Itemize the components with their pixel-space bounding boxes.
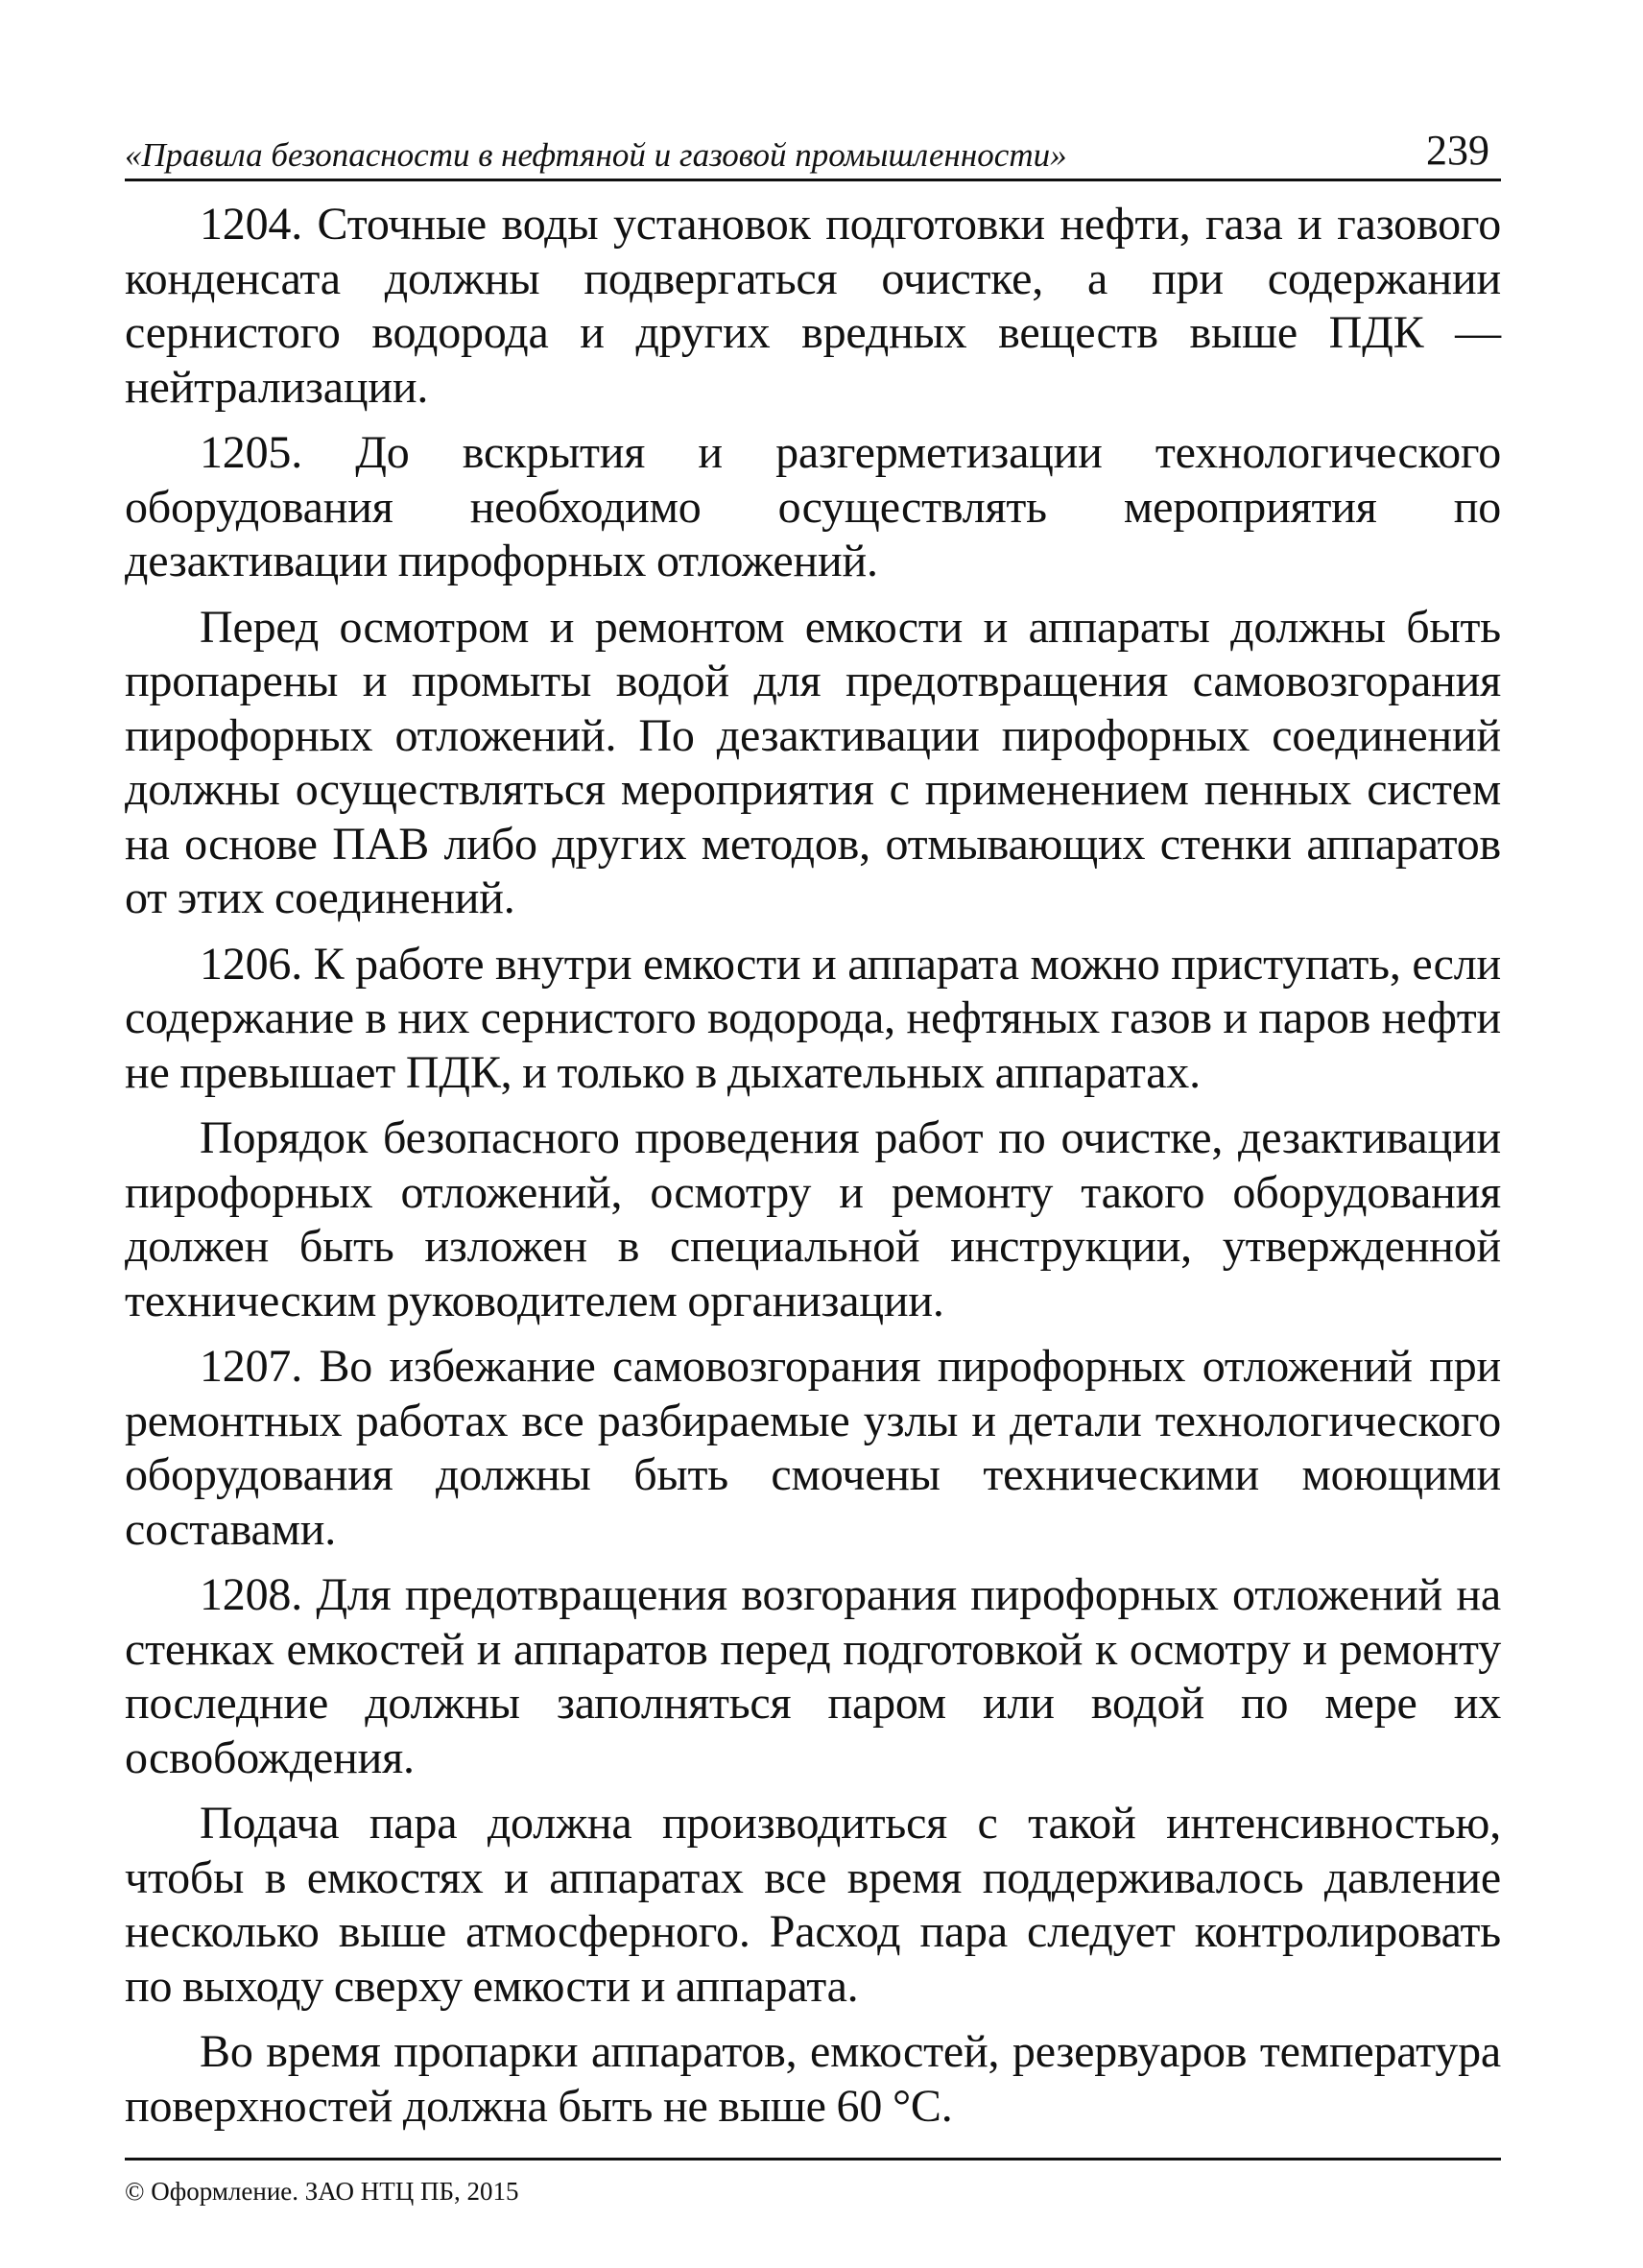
paragraph-1207: 1207. Во избежание самовозгорания пирофорных отложений при ремонтных работах все разбираемые узлы и детали технологического оборудования должны быть смочены техническими моющими составами. xyxy=(125,1341,1501,1555)
running-header xyxy=(125,127,1501,181)
footer-copyright: © Оформление. ЗАО НТЦ ПБ, 2015 xyxy=(125,2177,519,2206)
footer-divider xyxy=(125,2158,1501,2161)
paragraph-1204: 1204. Сточные воды установок подготовки нефти, газа и газового конденсата должны подвергаться очистке, а при содержании сернистого водорода и других вредных веществ выше ПДК — нейтрализации. xyxy=(125,199,1501,413)
paragraph-1208-temperature: Во время пропарки аппаратов, емкостей, резервуаров температура поверхностей должна быть не выше 60 °С. xyxy=(125,2026,1501,2132)
paragraph-1205-inspection: Перед осмотром и ремонтом емкости и аппараты должны быть пропарены и промыты водой для предотвращения самовозгорания пирофорных отложений. По дезактивации пирофорных соединений должны осуществляться мероприятия с применением пенных систем на основе ПАВ либо других методов, отмывающих стенки аппаратов от этих соединений. xyxy=(125,601,1501,923)
paragraph-1208-steam: Подача пара должна производиться с такой интенсивностью, чтобы в емкостях и аппаратах все время поддерживалось давление несколько выше атмосферного. Расход пара следует контролировать по выходу сверху емкости и аппарата. xyxy=(125,1798,1501,2012)
header-title: «Правила безопасности в нефтяной и газовой промышленности» xyxy=(125,136,1067,174)
paragraph-1208: 1208. Для предотвращения возгорания пирофорных отложений на стенках емкостей и аппаратов перед подготовкой к осмотру и ремонту последние должны заполняться паром или водой по мере их освобождения. xyxy=(125,1569,1501,1783)
paragraph-1206: 1206. К работе внутри емкости и аппарата можно приступать, если содержание в них сернистого водорода, нефтяных газов и паров нефти не превышает ПДК, и только в дыхательных аппаратах. xyxy=(125,938,1501,1098)
paragraph-1206-procedure: Порядок безопасного проведения работ по очистке, дезактивации пирофорных отложений, осмотру и ремонту такого оборудования должен быть изложен в специальной инструкции, утвержденной техническим руководителем организации. xyxy=(125,1112,1501,1326)
page-body xyxy=(125,198,1501,2145)
paragraph-1205: 1205. До вскрытия и разгерметизации технологического оборудования необходимо осуществлять мероприятия по дезактивации пирофорных отложений. xyxy=(125,427,1501,586)
page-number: 239 xyxy=(1426,127,1489,174)
